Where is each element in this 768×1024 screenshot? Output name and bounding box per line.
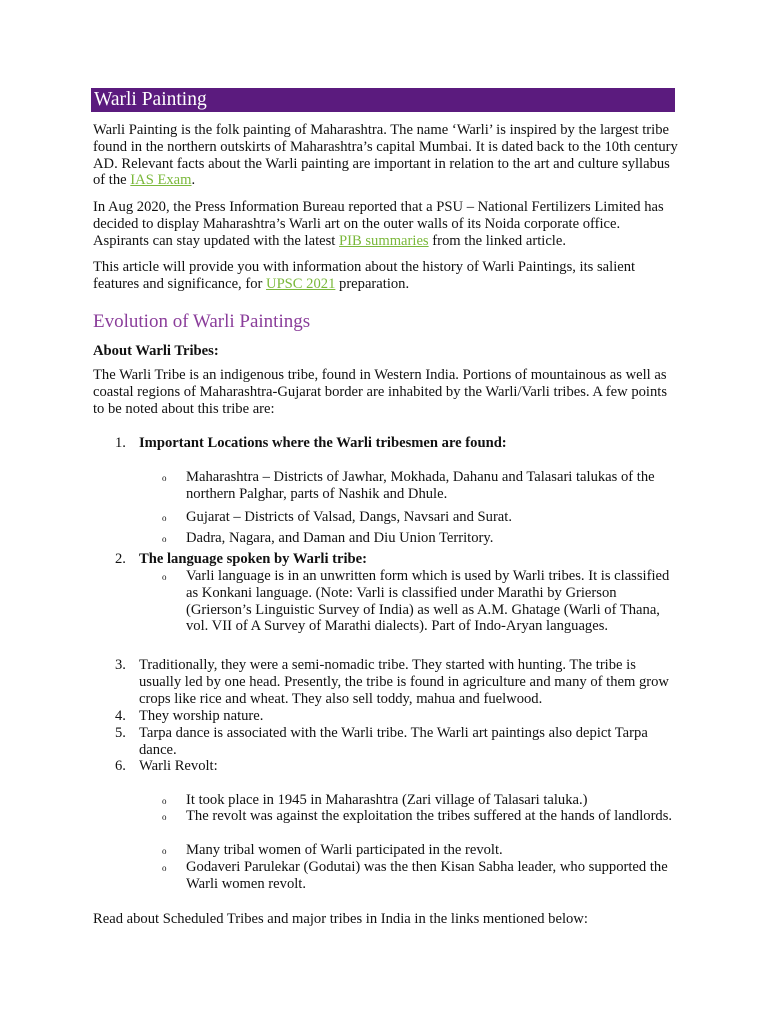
bullet-marker: o bbox=[162, 796, 167, 806]
bullet-marker: o bbox=[162, 572, 167, 582]
list-number: 5. bbox=[115, 725, 126, 741]
intro-text: Warli Painting is the folk painting of Maharashtra. The name ‘Warli’ is inspired by the largest tribe found in the northern outskirts of Maharashtra’s capital Mumbai. It is dated back to the 10th century AD. Relevant facts about the Warli painting are important in relation to the art and culture syllabus of the bbox=[93, 122, 678, 189]
closing-paragraph: Read about Scheduled Tribes and major tribes in India in the links mentioned below: bbox=[93, 911, 588, 927]
list-item: Gujarat – Districts of Valsad, Dangs, Navsari and Surat. bbox=[186, 509, 512, 525]
list-item: Maharashtra – Districts of Jawhar, Mokhada, Dahanu and Talasari talukas of the northern Palghar, parts of Nashik and Dhule. bbox=[186, 469, 655, 502]
list-item-language-heading: The language spoken by Warli tribe: bbox=[139, 551, 367, 567]
list-item: Traditionally, they were a semi-nomadic tribe. They started with hunting. The tribe is usually led by one head. Presently, the tribe is found in agriculture and many of them grow crops like rice and wheat. They also sell toddy, mahua and fuelwood. bbox=[139, 657, 669, 707]
list-number: 3. bbox=[115, 657, 126, 673]
list-number: 2. bbox=[115, 551, 126, 567]
bullet-marker: o bbox=[162, 846, 167, 856]
list-number: 6. bbox=[115, 758, 126, 774]
bullet-marker: o bbox=[162, 534, 167, 544]
pib-summaries-link[interactable]: PIB summaries bbox=[339, 232, 429, 249]
news-text: In Aug 2020, the Press Information Bureau reported that a PSU – National Fertilizers Limited has decided to display Maharashtra’s Warli art on the outer walls of its Noida corporate office. Aspirants can stay updated with the latest bbox=[93, 199, 664, 249]
list-item: Warli Revolt: bbox=[139, 758, 218, 774]
list-item: Godaveri Parulekar (Godutai) was the then Kisan Sabha leader, who supported the Warli women revolt. bbox=[186, 859, 668, 892]
intro-paragraph: Warli Painting is the folk painting of Maharashtra. The name ‘Warli’ is inspired by the largest tribe found in the northern outskirts of Maharashtra’s capital Mumbai. It is dated back to the 10th century AD. Relevant facts about the Warli painting are important in relation to the art and culture syllabus of the IAS Exam. bbox=[93, 122, 678, 189]
list-item: Varli language is in an unwritten form which is used by Warli tribes. It is classified as Konkani language. (Note: Varli is classified under Marathi by Grierson (Grierson’s Linguistic Survey of India) as well as A.M. Ghatage (Warli of Thana, vol. VII of A Survey of Marathi dialects). Part of Indo-Aryan languages. bbox=[186, 568, 670, 635]
list-item: Tarpa dance is associated with the Warli tribe. The Warli art paintings also depict Tarpa dance. bbox=[139, 725, 648, 758]
bullet-marker: o bbox=[162, 812, 167, 822]
list-item: Many tribal women of Warli participated in the revolt. bbox=[186, 842, 503, 858]
section-heading: Evolution of Warli Paintings bbox=[93, 311, 311, 332]
list-item: Dadra, Nagara, and Daman and Diu Union Territory. bbox=[186, 530, 494, 546]
subheading: About Warli Tribes: bbox=[93, 343, 219, 359]
list-number: 4. bbox=[115, 708, 126, 724]
list-item-locations-heading: Important Locations where the Warli tribesmen are found: bbox=[139, 435, 507, 451]
purpose-text: This article will provide you with information about the history of Warli Paintings, its salient features and significance, for bbox=[93, 259, 636, 292]
bullet-marker: o bbox=[162, 863, 167, 873]
bullet-marker: o bbox=[162, 513, 167, 523]
bullet-marker: o bbox=[162, 473, 167, 483]
list-item: It took place in 1945 in Maharashtra (Zari village of Talasari taluka.) bbox=[186, 792, 588, 808]
purpose-paragraph: This article will provide you with information about the history of Warli Paintings, its salient features and significance, for UPSC 2021 preparation. bbox=[93, 259, 636, 292]
list-number: 1. bbox=[115, 435, 126, 451]
upsc-2021-link[interactable]: UPSC 2021 bbox=[266, 275, 336, 292]
list-item: The revolt was against the exploitation the tribes suffered at the hands of landlords. bbox=[186, 808, 673, 824]
list-item: They worship nature. bbox=[139, 708, 264, 724]
news-paragraph: In Aug 2020, the Press Information Bureau reported that a PSU – National Fertilizers Limited has decided to display Maharashtra’s Warli art on the outer walls of its Noida corporate office. Aspirants can stay updated with the latest PIB summaries from the linked article. bbox=[93, 199, 664, 249]
tribe-intro-paragraph: The Warli Tribe is an indigenous tribe, found in Western India. Portions of mountainous as well as coastal regions of Maharashtra-Gujarat border are inhabited by the Warli/Varli tribes. A few points to be noted about this tribe are: bbox=[93, 367, 668, 417]
ias-exam-link[interactable]: IAS Exam bbox=[130, 172, 192, 189]
document-title: Warli Painting bbox=[91, 88, 675, 112]
